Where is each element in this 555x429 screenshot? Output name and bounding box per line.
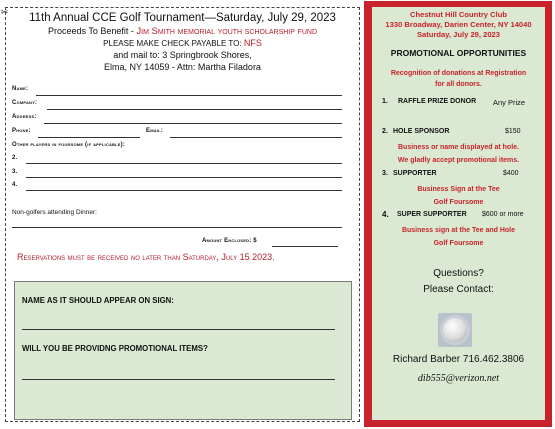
item-1-price: Any Prize: [493, 98, 526, 107]
phone-label: Phone:: [12, 128, 31, 134]
item-4-name: SUPER SUPPORTER: [397, 211, 467, 218]
payable-prefix: PLEASE MAKE CHECK PAYABLE TO:: [103, 39, 244, 48]
item-4-price: $600 or more: [482, 211, 524, 218]
recognition-line-2: for all donors.: [435, 81, 482, 88]
address-label: Address:: [12, 114, 37, 120]
club-name: Chestnut Hill Country Club: [409, 10, 508, 19]
item-2-number: 2.: [382, 128, 388, 135]
other-players-label: Other players in foursome (if applicable):: [12, 142, 126, 148]
supporter-description-1: Business Sign at the Tee: [417, 186, 500, 193]
item-1-number: 1.: [382, 98, 388, 105]
email-field[interactable]: [170, 136, 342, 138]
email-label: Email:: [146, 128, 163, 134]
item-3-name: SUPPORTER: [393, 170, 437, 177]
golf-ball-icon: [443, 318, 467, 342]
item-3-price: $400: [503, 170, 519, 177]
super-description-1: Business sign at the Tee and Hole: [401, 227, 516, 234]
reservation-deadline: Reservations must be received no later than Saturday, July 15 2023.: [17, 252, 275, 262]
questions-heading: Questions?: [433, 268, 484, 279]
scissor-icon: ✂: [1, 7, 9, 17]
club-address: 1330 Broadway, Darien Center, NY 14040: [385, 20, 532, 29]
item-1-name: RAFFLE PRIZE DONOR: [398, 98, 477, 105]
recognition-line-1: Recognition of donations at Registration: [390, 70, 527, 77]
sign-name-label: NAME AS IT SHOULD APPEAR ON SIGN:: [22, 296, 174, 305]
amount-field[interactable]: [272, 245, 338, 247]
player-2-label: 2.: [12, 155, 18, 161]
mail-line-2: Elma, NY 14059 - Attn: Martha Filadora: [104, 62, 261, 72]
item-2-name: HOLE SPONSOR: [393, 128, 450, 135]
company-field[interactable]: [47, 108, 342, 110]
payable-line: [5, 38, 360, 48]
contact-email[interactable]: dib555@verizon.net: [417, 373, 500, 384]
amount-label: Amount Enclosed: $: [202, 238, 257, 244]
hole-description-1: Business or name displayed at hole.: [398, 144, 519, 151]
super-description-2: Golf Foursome: [433, 240, 484, 247]
payable-to: NFS: [243, 38, 262, 48]
item-4-number: 4.: [382, 210, 389, 219]
supporter-description-2: Golf Foursome: [433, 199, 484, 206]
hole-description-2: We gladly accept promotional items.: [397, 157, 520, 164]
promo-items-field[interactable]: [22, 378, 335, 380]
company-label: Company:: [12, 100, 38, 106]
club-date: Saturday, July 29, 2023: [416, 30, 500, 39]
player-2-field[interactable]: [26, 162, 342, 164]
promo-heading: PROMOTIONAL OPPORTUNITIES: [390, 48, 527, 58]
proceeds-prefix: Proceeds To Benefit -: [47, 26, 137, 36]
player-4-field[interactable]: [26, 189, 342, 191]
mail-line-1: and mail to: 3 Springbrook Shores,: [113, 50, 252, 60]
phone-field[interactable]: [38, 136, 140, 138]
form-title: 11th Annual CCE Golf Tournament—Saturday, July 29, 2023: [29, 12, 336, 24]
non-golfers-field[interactable]: [12, 226, 342, 228]
address-field[interactable]: [44, 122, 342, 124]
promo-items-question: WILL YOU BE PROVIDNG PROMOTIONAL ITEMS?: [22, 344, 208, 353]
contact-heading: Please Contact:: [423, 284, 494, 295]
name-field[interactable]: [36, 94, 342, 96]
item-3-number: 3.: [382, 170, 388, 177]
player-3-label: 3.: [12, 169, 18, 175]
sign-name-field[interactable]: [22, 328, 335, 330]
player-3-field[interactable]: [26, 176, 342, 178]
player-4-label: 4.: [12, 182, 18, 188]
item-2-price: $150: [505, 128, 521, 135]
name-label: Name:: [12, 86, 29, 92]
contact-name-phone: Richard Barber 716.462.3806: [392, 354, 525, 365]
non-golfers-label: Non-golfers attending Dinner:: [12, 209, 97, 216]
scholarship-fund: Jim Smith memorial youth scholarship fund: [136, 26, 317, 37]
proceeds-line: [5, 26, 360, 37]
